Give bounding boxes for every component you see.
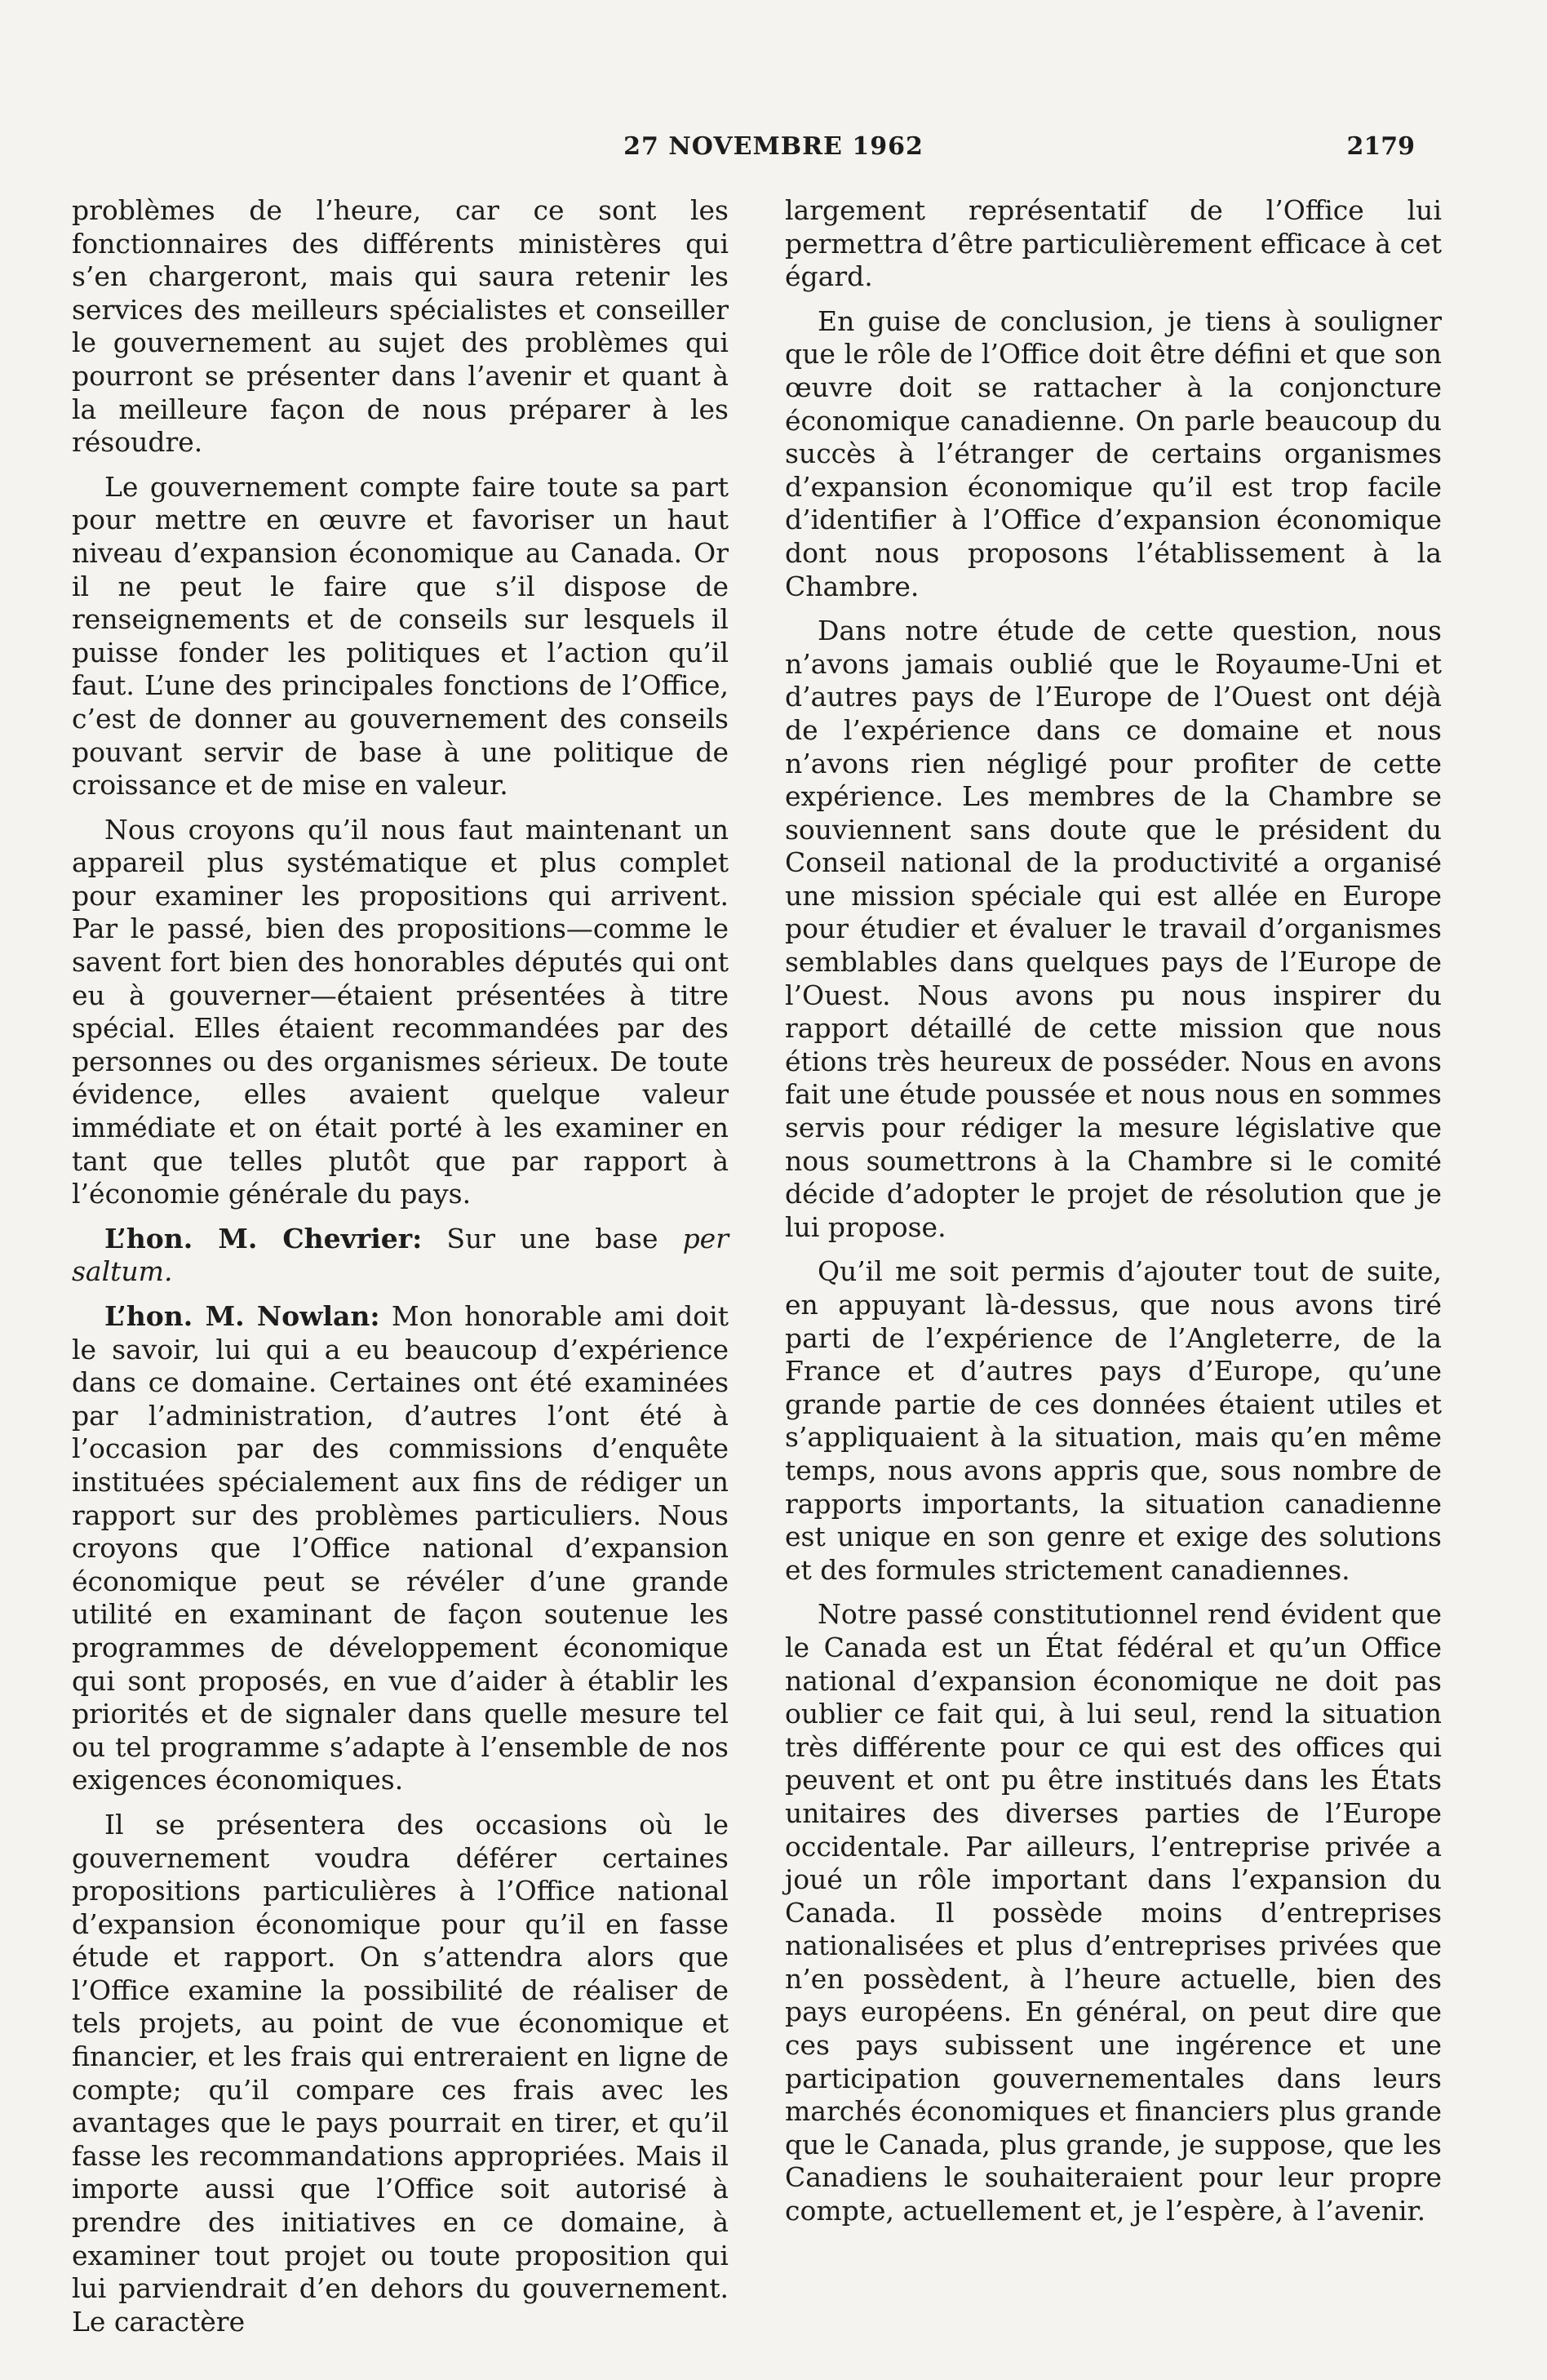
paragraph: largement représentatif de l’Office lui permettra d’être particulièrement efficace à cet égard. [785, 194, 1442, 293]
speech-text: Mon honorable ami doit le savoir, lui qui a eu beaucoup d’expérience dans ce domaine. Certaines ont été examinées par l’administration, d’autres l’ont été à l’occasion par des commissions d’enquête instituées spécialement aux fins de rédiger un rapport sur des problèmes particuliers. Nous croyons que l’Office national d’expansion économique peut se révéler d’une grande utilité en examinant de façon soutenue les programmes de développement économique qui sont proposés, en vue d’aider à établir les priorités et de signaler dans quelle mesure tel ou tel programme s’adapte à l’ensemble de nos exigences économiques. [72, 1300, 729, 1796]
right-column [785, 194, 1442, 2228]
paragraph: En guise de conclusion, je tiens à souligner que le rôle de l’Office doit être défini et que son œuvre doit se rattacher à la conjoncture économique canadienne. On parle beaucoup du succès à l’étranger de certains organismes d’expansion économique qu’il est trop facile d’identifier à l’Office d’expansion économique dont nous proposons l’établissement à la Chambre. [785, 304, 1442, 602]
speech-chevrier [72, 1223, 729, 1289]
paragraph: problèmes de l’heure, car ce sont les fonctionnaires des différents ministères qui s’en chargeront, mais qui saura retenir les services des meilleurs spécialistes et conseiller le gouvernement au sujet des problèmes qui pourront se présenter dans l’avenir et quant à la meilleure façon de nous préparer à les résoudre. [72, 194, 729, 459]
left-column [72, 194, 729, 2338]
page-number: 2179 [1346, 132, 1415, 161]
paragraph: Qu’il me soit permis d’ajouter tout de suite, en appuyant là-dessus, que nous avons tiré parti de l’expérience de l’Angleterre, de la France et d’autres pays d’Europe, qu’une grande partie de ces données étaient utiles et s’appliquaient à la situation, mais qu’en même temps, nous avons appris que, sous nombre de rapports importants, la situation canadienne est unique en son genre et exige des solutions et des formules strictement canadiennes. [785, 1255, 1442, 1586]
paragraph: Il se présentera des occasions où le gouvernement voudra déférer certaines propositions particulières à l’Office national d’expansion économique pour qu’il en fasse étude et rapport. On s’attendra alors que l’Office examine la possibilité de réaliser de tels projets, au point de vue économique et financier, et les frais qui entreraient en ligne de compte; qu’il compare ces frais avec les avantages que le pays pourrait en tirer, et qu’il fasse les recommandations appropriées. Mais il importe aussi que l’Office soit autorisé à prendre des initiatives en ce domaine, à examiner tout projet ou toute proposition qui lui parviendrait d’en dehors du gouvernement. Le caractère [72, 1808, 729, 2338]
speech-italic: per saltum. [72, 1222, 729, 1288]
speech-text: Sur une base [422, 1222, 683, 1254]
paragraph: Notre passé constitutionnel rend évident que le Canada est un État fédéral et qu’un Office national d’expansion économique ne doit pas oublier ce fait qui, à lui seul, rend la situation très différente pour ce qui est des offices qui peuvent et ont pu être institués dans les États unitaires des diverses parties de l’Europe occidentale. Par ailleurs, l’entreprise privée a joué un rôle important dans l’expansion du Canada. Il possède moins d’entreprises nationalisées et plus d’entreprises privées que n’en possèdent, à l’heure actuelle, bien des pays européens. En général, on peut dire que ces pays subissent une ingérence et une participation gouvernementales dans leurs marchés économiques et financiers plus grande que le Canada, plus grande, je suppose, que les Canadiens le souhaiteraient pour leur propre compte, actuellement et, je l’espère, à l’avenir. [785, 1598, 1442, 2227]
running-header [0, 132, 1547, 173]
speaker-name: L’hon. M. Nowlan: [104, 1300, 380, 1332]
speaker-name: L’hon. M. Chevrier: [104, 1222, 423, 1254]
header-date: 27 NOVEMBRE 1962 [623, 132, 924, 161]
paragraph: Dans notre étude de cette question, nous n’avons jamais oublié que le Royaume-Uni et d’autres pays de l’Europe de l’Ouest ont déjà de l’expérience dans ce domaine et nous n’avons rien négligé pour profiter de cette expérience. Les membres de la Chambre se souviennent sans doute que le président du Conseil national de la productivité a organisé une mission spéciale qui est allée en Europe pour étudier et évaluer le travail d’organismes semblables dans quelques pays de l’Europe de l’Ouest. Nous avons pu nous inspirer du rapport détaillé de cette mission que nous étions très heureux de posséder. Nous en avons fait une étude poussée et nous nous en sommes servis pour rédiger la mesure législative que nous soumettrons à la Chambre si le comité décide d’adopter le projet de résolution que je lui propose. [785, 615, 1442, 1243]
paragraph: Le gouvernement compte faire toute sa part pour mettre en œuvre et favoriser un haut niveau d’expansion économique au Canada. Or il ne peut le faire que s’il dispose de renseignements et de conseils sur lesquels il puisse fonder les politiques et l’action qu’il faut. L’une des principales fonctions de l’Office, c’est de donner au gouvernement des conseils pouvant servir de base à une politique de croissance et de mise en valeur. [72, 470, 729, 801]
speech-nowlan [72, 1300, 729, 1797]
paragraph: Nous croyons qu’il nous faut maintenant un appareil plus systématique et plus complet pour examiner les propositions qui arrivent. Par le passé, bien des propositions—comme le savent fort bien des honorables députés qui ont eu à gouverner—étaient présentées à titre spécial. Elles étaient recommandées par des personnes ou des organismes sérieux. De toute évidence, elles avaient quelque valeur immédiate et on était porté à les examiner en tant que telles plutôt que par rapport à l’économie générale du pays. [72, 813, 729, 1210]
